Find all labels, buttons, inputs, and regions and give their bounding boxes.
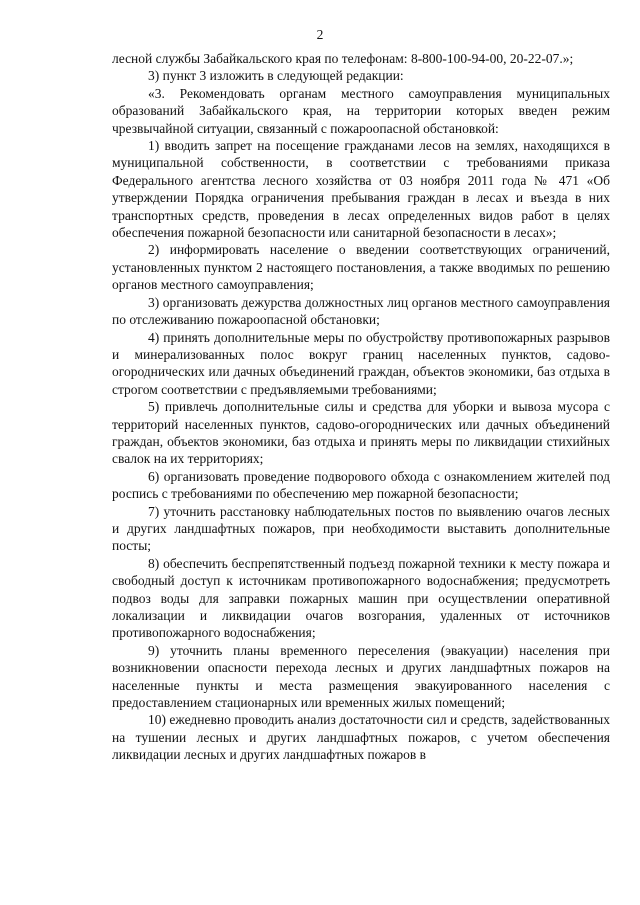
paragraph-subitem-2: 2) информировать население о введении соответствующих ограничений, установленных пунктом 2 настоящего постановления, а также вводимых по решению органов местного самоуправления;	[112, 242, 610, 293]
paragraph-subitem-9: 9) уточнить планы временного переселения (эвакуации) населения при возникновении опасности перехода лесных и других ландшафтных пожаров на населенные пункты и места размещения эвакуированного населения с предоставлением стационарных или временных жилых помещений;	[112, 642, 610, 711]
page-number: 2	[316, 27, 324, 42]
paragraph-subitem-3: 3) организовать дежурства должностных лиц органов местного самоуправления по отслеживанию пожароопасной обстановки;	[112, 294, 610, 328]
paragraph-amendment-item: 3) пункт 3 изложить в следующей редакции:	[148, 68, 404, 84]
paragraph-subitem-10: 10) ежедневно проводить анализ достаточности сил и средств, задействованных на тушении лесных и других ландшафтных пожаров, с учетом обеспечения ликвидации лесных и других ландшафтных пожаров в	[112, 712, 610, 763]
paragraph-subitem-7: 7) уточнить расстановку наблюдательных постов по выявлению очагов лесных и других ландшафтных пожаров, при необходимости выставить дополнительные посты;	[112, 503, 610, 554]
document-body	[112, 50, 610, 764]
paragraph-subitem-8: 8) обеспечить беспрепятственный подъезд пожарной техники к месту пожара и свободный доступ к источникам противопожарного водоснабжения; предусмотреть подвоз воды для заправки пожарных машин при осуществлении оперативной локализации и ликвидации очагов возгорания, удаленных от источников противопожарного водоснабжения;	[112, 555, 610, 641]
paragraph-subitem-6: 6) организовать проведение подворового обхода с ознакомлением жителей под роспись с требованиями по обеспечению мер пожарной безопасности;	[112, 468, 610, 502]
paragraph-subitem-5: 5) привлечь дополнительные силы и средства для уборки и вывоза мусора с территорий населенных пунктов, садово-огороднических или дачных объединений граждан, объектов экономики, баз отдыха и принять меры по ликвидации стихийных свалок на их территориях;	[112, 399, 610, 467]
paragraph-subitem-1: 1) вводить запрет на посещение гражданами лесов на землях, находящихся в муниципальной собственности, в соответствии с требованиями приказа Федерального агентства лесного хозяйства от 03 ноября 2011 года № 471 «Об утверждении Порядка ограничения пребывания граждан в лесах и въезда в них транспортных средств, проведения в лесах определенных видов работ в целях обеспечения пожарной безопасности или санитарной безопасности в лесах»;	[112, 138, 610, 241]
paragraph-point-3-intro: «3. Рекомендовать органам местного самоуправления муниципальных образований Забайкальского края, на территории которых введен режим чрезвычайной ситуации, связанный с пожароопасной обстановкой:	[112, 85, 610, 136]
paragraph-continuation: лесной службы Забайкальского края по телефонам: 8-800-100-94-00, 20-22-07.»;	[112, 51, 574, 66]
paragraph-subitem-4: 4) принять дополнительные меры по обустройству противопожарных разрывов и минерализованных полос вокруг границ населенных пунктов, садово-огороднических или дачных объединений граждан, объектов экономики, баз отдыха в строгом соответствии с предъявляемыми требованиями;	[112, 329, 610, 397]
